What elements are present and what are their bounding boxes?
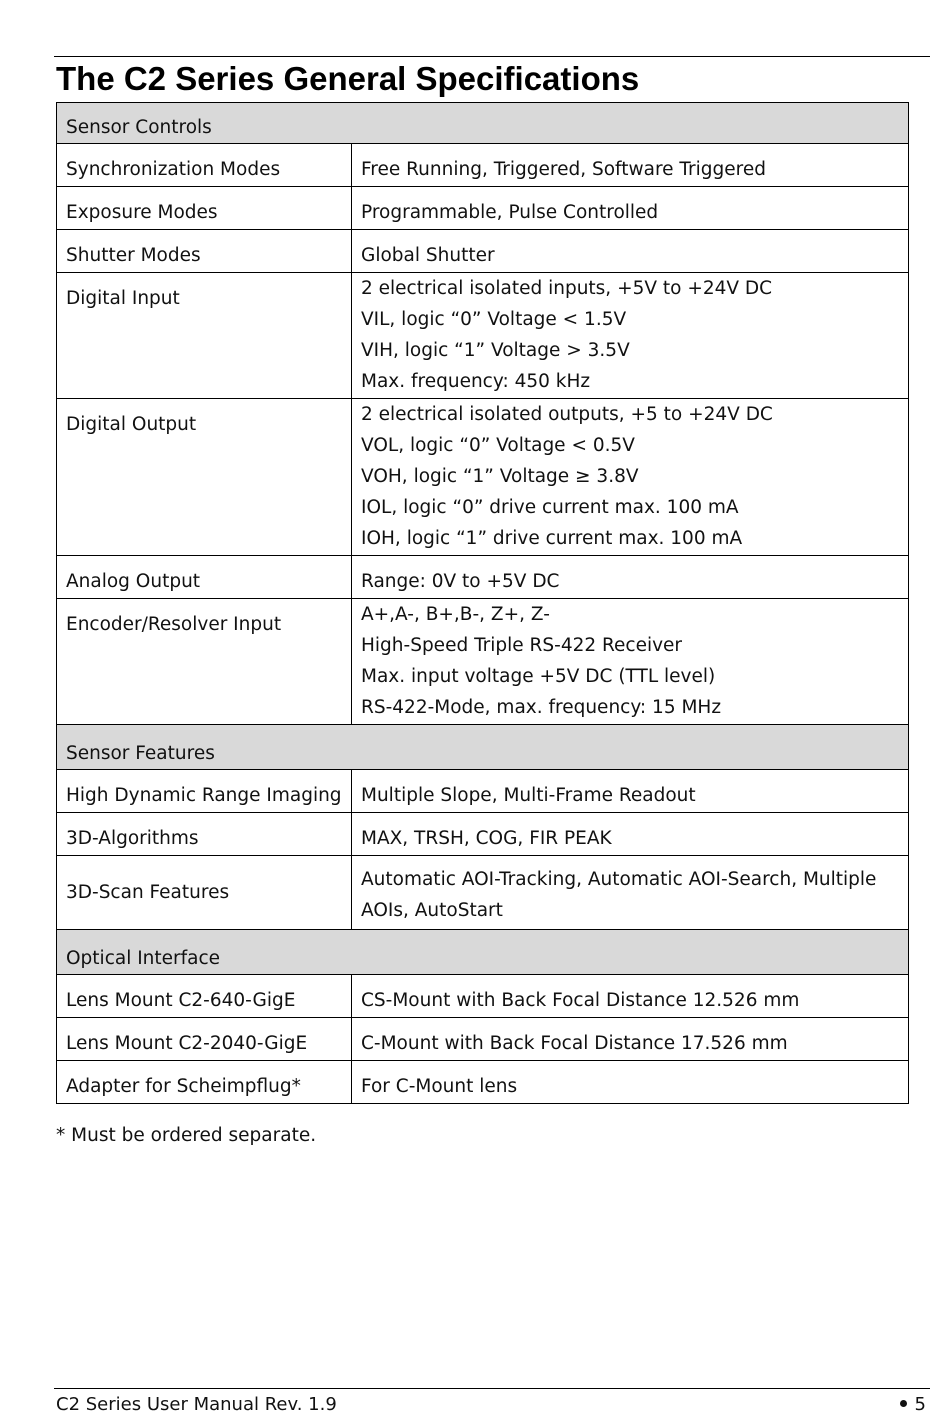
spec-value-line: RS-422-Mode, max. frequency: 15 MHz [361, 697, 722, 718]
spec-value [352, 399, 909, 556]
spec-row [57, 144, 909, 187]
spec-value-line: Range: 0V to +5V DC [361, 571, 560, 592]
spec-value-line: MAX, TRSH, COG, FIR PEAK [361, 828, 612, 849]
spec-label: Synchronization Modes [57, 144, 352, 187]
spec-value-line: For C-Mount lens [361, 1076, 518, 1097]
spec-value [352, 556, 909, 599]
spec-label: Exposure Modes [57, 187, 352, 230]
spec-row [57, 187, 909, 230]
bottom-rule [54, 1388, 930, 1389]
spec-value-line: C-Mount with Back Focal Distance 17.526 mm [361, 1033, 788, 1054]
spec-value-line: Max. input voltage +5V DC (TTL level) [361, 666, 716, 687]
spec-value [352, 856, 909, 930]
specifications-table [56, 102, 909, 1104]
spec-label: 3D-Algorithms [57, 813, 352, 856]
spec-value [352, 1018, 909, 1061]
spec-row [57, 556, 909, 599]
spec-value-line: VOH, logic “1” Voltage ≥ 3.8V [361, 466, 639, 487]
spec-label: High Dynamic Range Imaging [57, 770, 352, 813]
spec-row [57, 273, 909, 399]
spec-row [57, 399, 909, 556]
spec-value [352, 1061, 909, 1104]
page-title: The C2 Series General Specifications [56, 60, 640, 97]
section-title: Optical Interface [57, 930, 909, 975]
spec-value-line: CS-Mount with Back Focal Distance 12.526 mm [361, 990, 800, 1011]
section-title: Sensor Features [57, 725, 909, 770]
spec-label: 3D-Scan Features [57, 856, 352, 930]
spec-value [352, 813, 909, 856]
spec-value-line: Max. frequency: 450 kHz [361, 371, 591, 392]
spec-value [352, 770, 909, 813]
spec-value-line: Global Shutter [361, 245, 495, 266]
spec-value [352, 975, 909, 1018]
spec-row [57, 1061, 909, 1104]
spec-value [352, 144, 909, 187]
spec-label: Digital Input [57, 273, 352, 399]
spec-value [352, 599, 909, 725]
footnote: * Must be ordered separate. [56, 1125, 317, 1146]
spec-value-line: IOL, logic “0” drive current max. 100 mA [361, 497, 739, 518]
spec-row [57, 813, 909, 856]
spec-value [352, 187, 909, 230]
spec-value [352, 273, 909, 399]
spec-label: Lens Mount C2-640-GigE [57, 975, 352, 1018]
footer-manual-title: C2 Series User Manual Rev. 1.9 [56, 1394, 337, 1415]
spec-label: Shutter Modes [57, 230, 352, 273]
section-row [57, 103, 909, 144]
spec-value-line: Programmable, Pulse Controlled [361, 202, 659, 223]
spec-row [57, 599, 909, 725]
spec-value [352, 230, 909, 273]
section-row [57, 930, 909, 975]
spec-row [57, 856, 909, 930]
spec-row [57, 230, 909, 273]
spec-label: Digital Output [57, 399, 352, 556]
section-row [57, 725, 909, 770]
spec-label: Lens Mount C2-2040-GigE [57, 1018, 352, 1061]
spec-value-line: A+,A-, B+,B-, Z+, Z- [361, 604, 550, 625]
spec-value-line: 2 electrical isolated outputs, +5 to +24V DC [361, 404, 773, 425]
spec-label: Analog Output [57, 556, 352, 599]
footer-page [900, 1394, 926, 1415]
spec-value-line: IOH, logic “1” drive current max. 100 mA [361, 528, 743, 549]
spec-value-line: Free Running, Triggered, Software Triggered [361, 159, 766, 180]
spec-row [57, 975, 909, 1018]
spec-value-line: 2 electrical isolated inputs, +5V to +24V DC [361, 278, 773, 299]
spec-row [57, 1018, 909, 1061]
spec-value-line: VIL, logic “0” Voltage < 1.5V [361, 309, 627, 330]
spec-value-line: High-Speed Triple RS-422 Receiver [361, 635, 683, 656]
section-title: Sensor Controls [57, 103, 909, 144]
page-number: 5 [914, 1394, 926, 1415]
spec-label: Adapter for Scheimpflug* [57, 1061, 352, 1104]
spec-value-line: Automatic AOI-Tracking, Automatic AOI-Search, Multiple AOIs, AutoStart [361, 869, 877, 921]
spec-value-line: VIH, logic “1” Voltage > 3.5V [361, 340, 630, 361]
spec-value-line: VOL, logic “0” Voltage < 0.5V [361, 435, 635, 456]
bullet-icon [900, 1400, 907, 1407]
top-rule [54, 56, 930, 57]
spec-label: Encoder/Resolver Input [57, 599, 352, 725]
spec-value-line: Multiple Slope, Multi-Frame Readout [361, 785, 696, 806]
spec-row [57, 770, 909, 813]
